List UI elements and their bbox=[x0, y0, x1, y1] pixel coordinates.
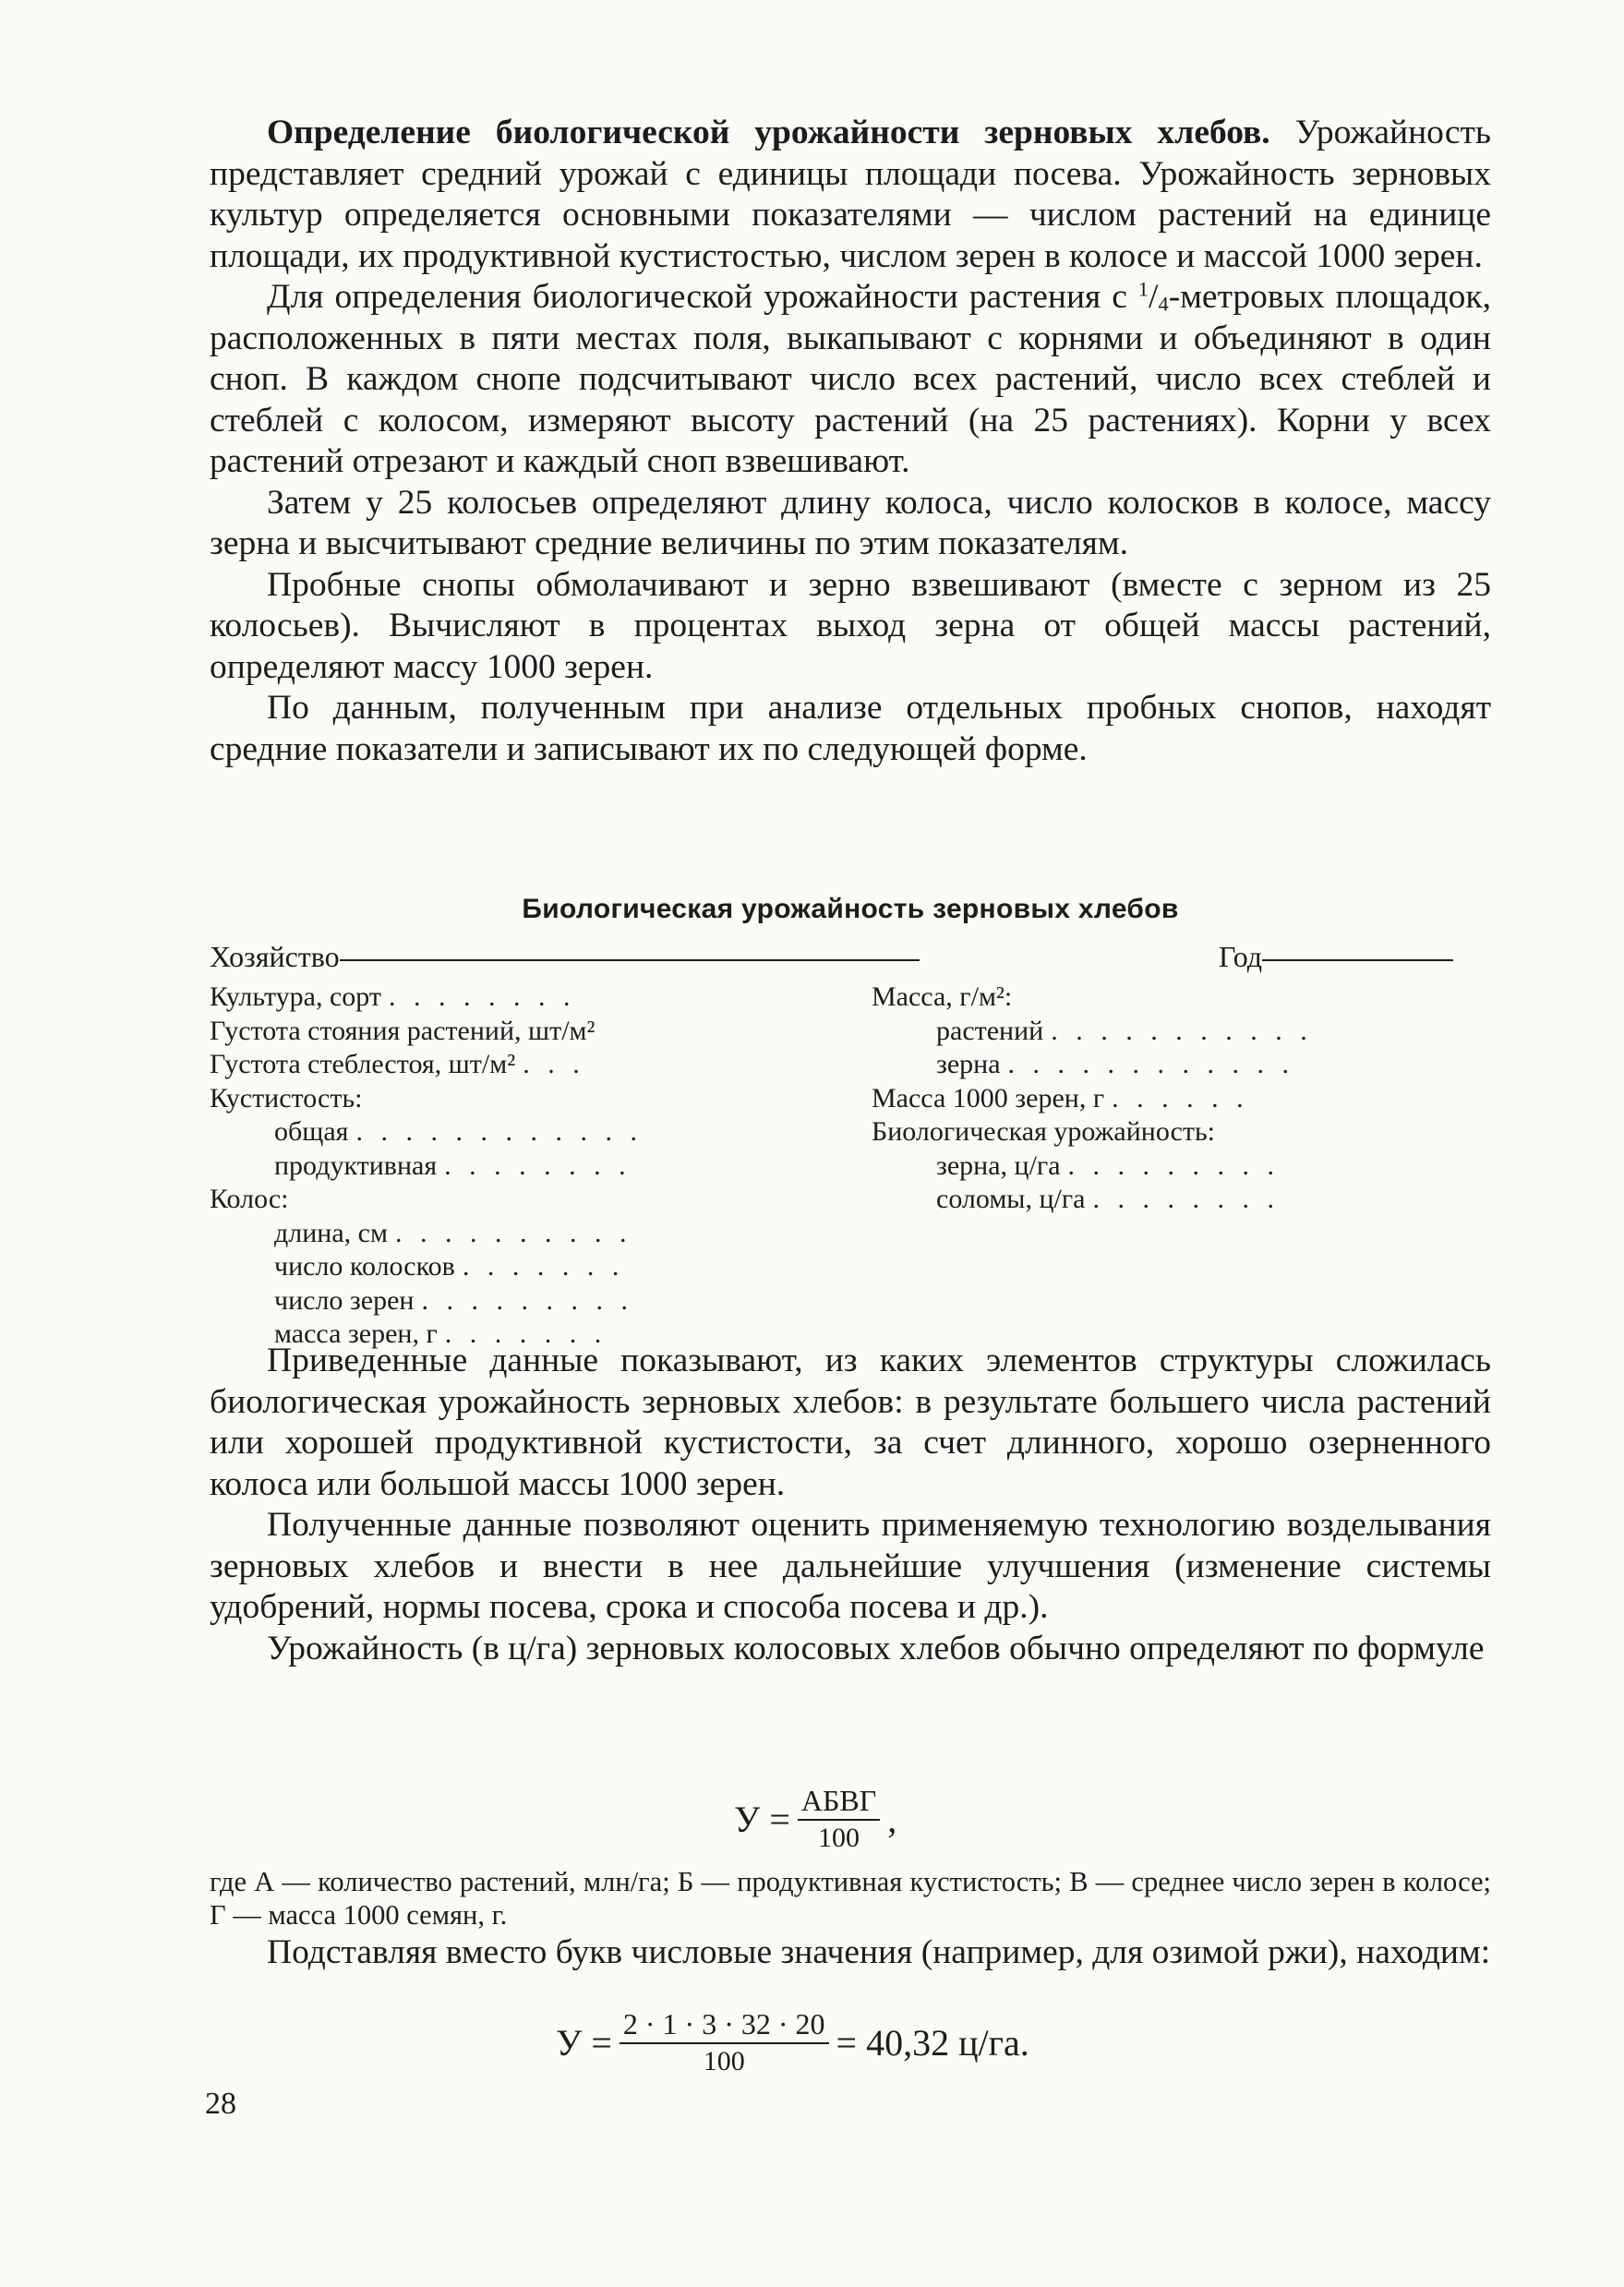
form-row-dots: . . . . . . bbox=[1112, 1082, 1249, 1113]
form-row bbox=[210, 1015, 690, 1049]
year-label: Год bbox=[1219, 940, 1263, 973]
form-row-dots: . . . . . . . . . . . bbox=[1051, 1015, 1313, 1046]
farm-label: Хозяйство bbox=[210, 940, 340, 973]
year-blank-line bbox=[1262, 959, 1453, 961]
form-row bbox=[210, 1150, 690, 1184]
form-row-dots: . . . . . . . bbox=[444, 1318, 607, 1349]
form-row bbox=[210, 1082, 690, 1116]
form-row bbox=[210, 1284, 690, 1318]
text-block-bottom bbox=[210, 1341, 1491, 1669]
farm-blank-line bbox=[340, 959, 920, 961]
example-fraction bbox=[620, 2005, 829, 2079]
form-row-label: растений bbox=[936, 1015, 1044, 1046]
form-row-dots: . . . . . . . . . bbox=[421, 1284, 633, 1316]
paragraph-formula-intro: Урожайность (в ц/га) зерновых колосовых хлебов обычно определяют по формуле bbox=[267, 1629, 1485, 1667]
form-row-label: масса зерен, г bbox=[274, 1318, 438, 1349]
form-row bbox=[210, 1115, 690, 1150]
form-row bbox=[210, 1183, 690, 1217]
form-row-dots: . . . . . . . . . . . . bbox=[1007, 1049, 1295, 1079]
form-row-label: число зерен bbox=[274, 1284, 415, 1316]
text-block-example bbox=[210, 1932, 1491, 1974]
example-formula bbox=[556, 2005, 1029, 2079]
form-row-label: Масса, г/м²: bbox=[872, 981, 1013, 1012]
form-row-dots: . . . . . . . . . . bbox=[394, 1217, 632, 1248]
form-row-dots: . . . . . . . bbox=[462, 1251, 625, 1282]
paragraph-sampling-end: -метровых площадок, расположенных в пяти местах поля, выкапывают с корнями и объединяют в один сноп. В каждом снопе подсчитывают число всех растений, число всех стеблей и стеблей с колосом, измеряют высоту растений (на 25 растениях). Корни у всех растений отрезают и каждый сноп взвешивают. bbox=[210, 278, 1491, 480]
paragraph-technology: Полученные данные позволяют оценить применяемую технологию возделывания зерновых хлебов и внести в нее дальнейшие улучшения (изменение системы удобрений, нормы посева, срока и способа посева и др.). bbox=[210, 1506, 1491, 1626]
form-row-label: число колосков bbox=[274, 1251, 455, 1282]
form-row-label: Кустистость: bbox=[210, 1082, 363, 1113]
fraction-denominator: 4 bbox=[1158, 292, 1169, 316]
form-right-column bbox=[872, 981, 1366, 1217]
formula-numerator: АБВГ bbox=[800, 1784, 877, 1817]
form-row bbox=[210, 1048, 690, 1082]
form-row bbox=[210, 1250, 690, 1284]
form-title: Биологическая урожайность зерновых хлебов bbox=[522, 894, 1179, 924]
form-year-field bbox=[1219, 938, 1453, 975]
paragraph-example: Подставляя вместо букв числовые значения (например, для озимой ржи), находим: bbox=[267, 1933, 1491, 1971]
form-row-dots: . . . bbox=[523, 1049, 585, 1079]
fraction-numerator: 1 bbox=[1137, 277, 1149, 301]
form-left-column bbox=[210, 981, 690, 1352]
form-row-label: Масса 1000 зерен, г bbox=[872, 1082, 1105, 1113]
page-number: 28 bbox=[205, 2087, 236, 2121]
form-row-dots: . . . . . . . . bbox=[444, 1150, 632, 1181]
form-farm-field bbox=[210, 938, 920, 975]
form-row-label: зерна, ц/га bbox=[936, 1150, 1061, 1181]
quarter-fraction: $^1$/4 bbox=[1137, 277, 1169, 316]
form-row-label: Биологическая урожайность: bbox=[872, 1116, 1216, 1147]
form-row bbox=[872, 1115, 1366, 1150]
paragraph-structure: Приведенные данные показывают, из каких элементов структуры сложилась биологическая урожайность зерновых хлебов: в результате большего числа растений или хорошей продуктивной кустистости, за счет длинного, хорошо озерненного колоса или большой массы 1000 зерен. bbox=[210, 1342, 1491, 1503]
yield-formula bbox=[734, 1782, 896, 1856]
formula-legend: где А — количество растений, млн/га; Б — продуктивная кустистость; В — среднее число зерен в колосе; Г — масса 1000 семян, г. bbox=[210, 1866, 1491, 1931]
intro-text: Урожайность представляет средний урожай с единицы площади посева. Урожайность зерновых культур определяется основными показателями — числом растений на единице площади, их продуктивной кустистостью, числом зерен в колосе и массой 1000 зерен. bbox=[210, 114, 1491, 275]
form-row-dots: . . . . . . . . . bbox=[1067, 1150, 1281, 1181]
paragraph-sampling-start: Для определения биологической урожайности растения с bbox=[267, 278, 1138, 316]
form-row-label: общая bbox=[274, 1116, 349, 1147]
formula-tail: , bbox=[887, 1798, 897, 1840]
form-row-label: Густота стеблестоя, шт/м² bbox=[210, 1049, 516, 1079]
form-row-label: Колос: bbox=[210, 1184, 289, 1214]
form-row-dots: . . . . . . . . bbox=[389, 981, 576, 1012]
formula-denominator: 100 bbox=[818, 1823, 860, 1853]
form-row-label: Культура, сорт bbox=[210, 981, 382, 1012]
paragraph-form-intro: По данным, полученным при анализе отдельных пробных снопов, находят средние показатели и записывают их по следующей форме. bbox=[210, 689, 1491, 768]
example-denominator: 100 bbox=[703, 2046, 745, 2076]
intro-paragraph bbox=[210, 113, 1491, 277]
example-lhs: У = bbox=[556, 2021, 612, 2064]
form-row bbox=[872, 1048, 1366, 1082]
form-row-label: зерна bbox=[936, 1049, 1001, 1079]
form-row-label: соломы, ц/га bbox=[936, 1184, 1086, 1214]
form-row-label: продуктивная bbox=[274, 1150, 438, 1181]
form-row-label: длина, см bbox=[274, 1217, 388, 1248]
form-row bbox=[210, 981, 690, 1015]
formula-lhs: У = bbox=[734, 1798, 790, 1840]
paragraph-sampling bbox=[210, 277, 1491, 483]
example-numerator: 2 · 1 · 3 · 32 · 20 bbox=[622, 2007, 825, 2040]
form-row bbox=[872, 981, 1366, 1015]
formula-fraction bbox=[798, 1782, 880, 1856]
form-row-label: Густота стояния растений, шт/м² bbox=[210, 1015, 595, 1046]
paragraph-ears: Затем у 25 колосьев определяют длину колоса, число колосков в колосе, массу зерна и высчитывают средние величины по этим показателям. bbox=[210, 483, 1491, 562]
example-result: = 40,32 ц/га. bbox=[836, 2021, 1029, 2064]
text-block-top bbox=[210, 113, 1491, 770]
form-row-dots: . . . . . . . . . . . . bbox=[355, 1116, 643, 1147]
form-row bbox=[872, 1082, 1366, 1116]
form-row bbox=[872, 1150, 1366, 1184]
form-row bbox=[872, 1015, 1366, 1049]
paragraph-threshing: Пробные снопы обмолачивают и зерно взвешивают (вместе с зерном из 25 колосьев). Вычисляют в процентах выход зерна от общей массы растений, определяют массу 1000 зерен. bbox=[210, 565, 1491, 686]
form-row-dots: . . . . . . . . bbox=[1092, 1184, 1280, 1214]
form-row bbox=[210, 1217, 690, 1251]
section-heading: Определение биологической урожайности зерновых хлебов. bbox=[267, 114, 1270, 151]
form-row bbox=[872, 1183, 1366, 1217]
